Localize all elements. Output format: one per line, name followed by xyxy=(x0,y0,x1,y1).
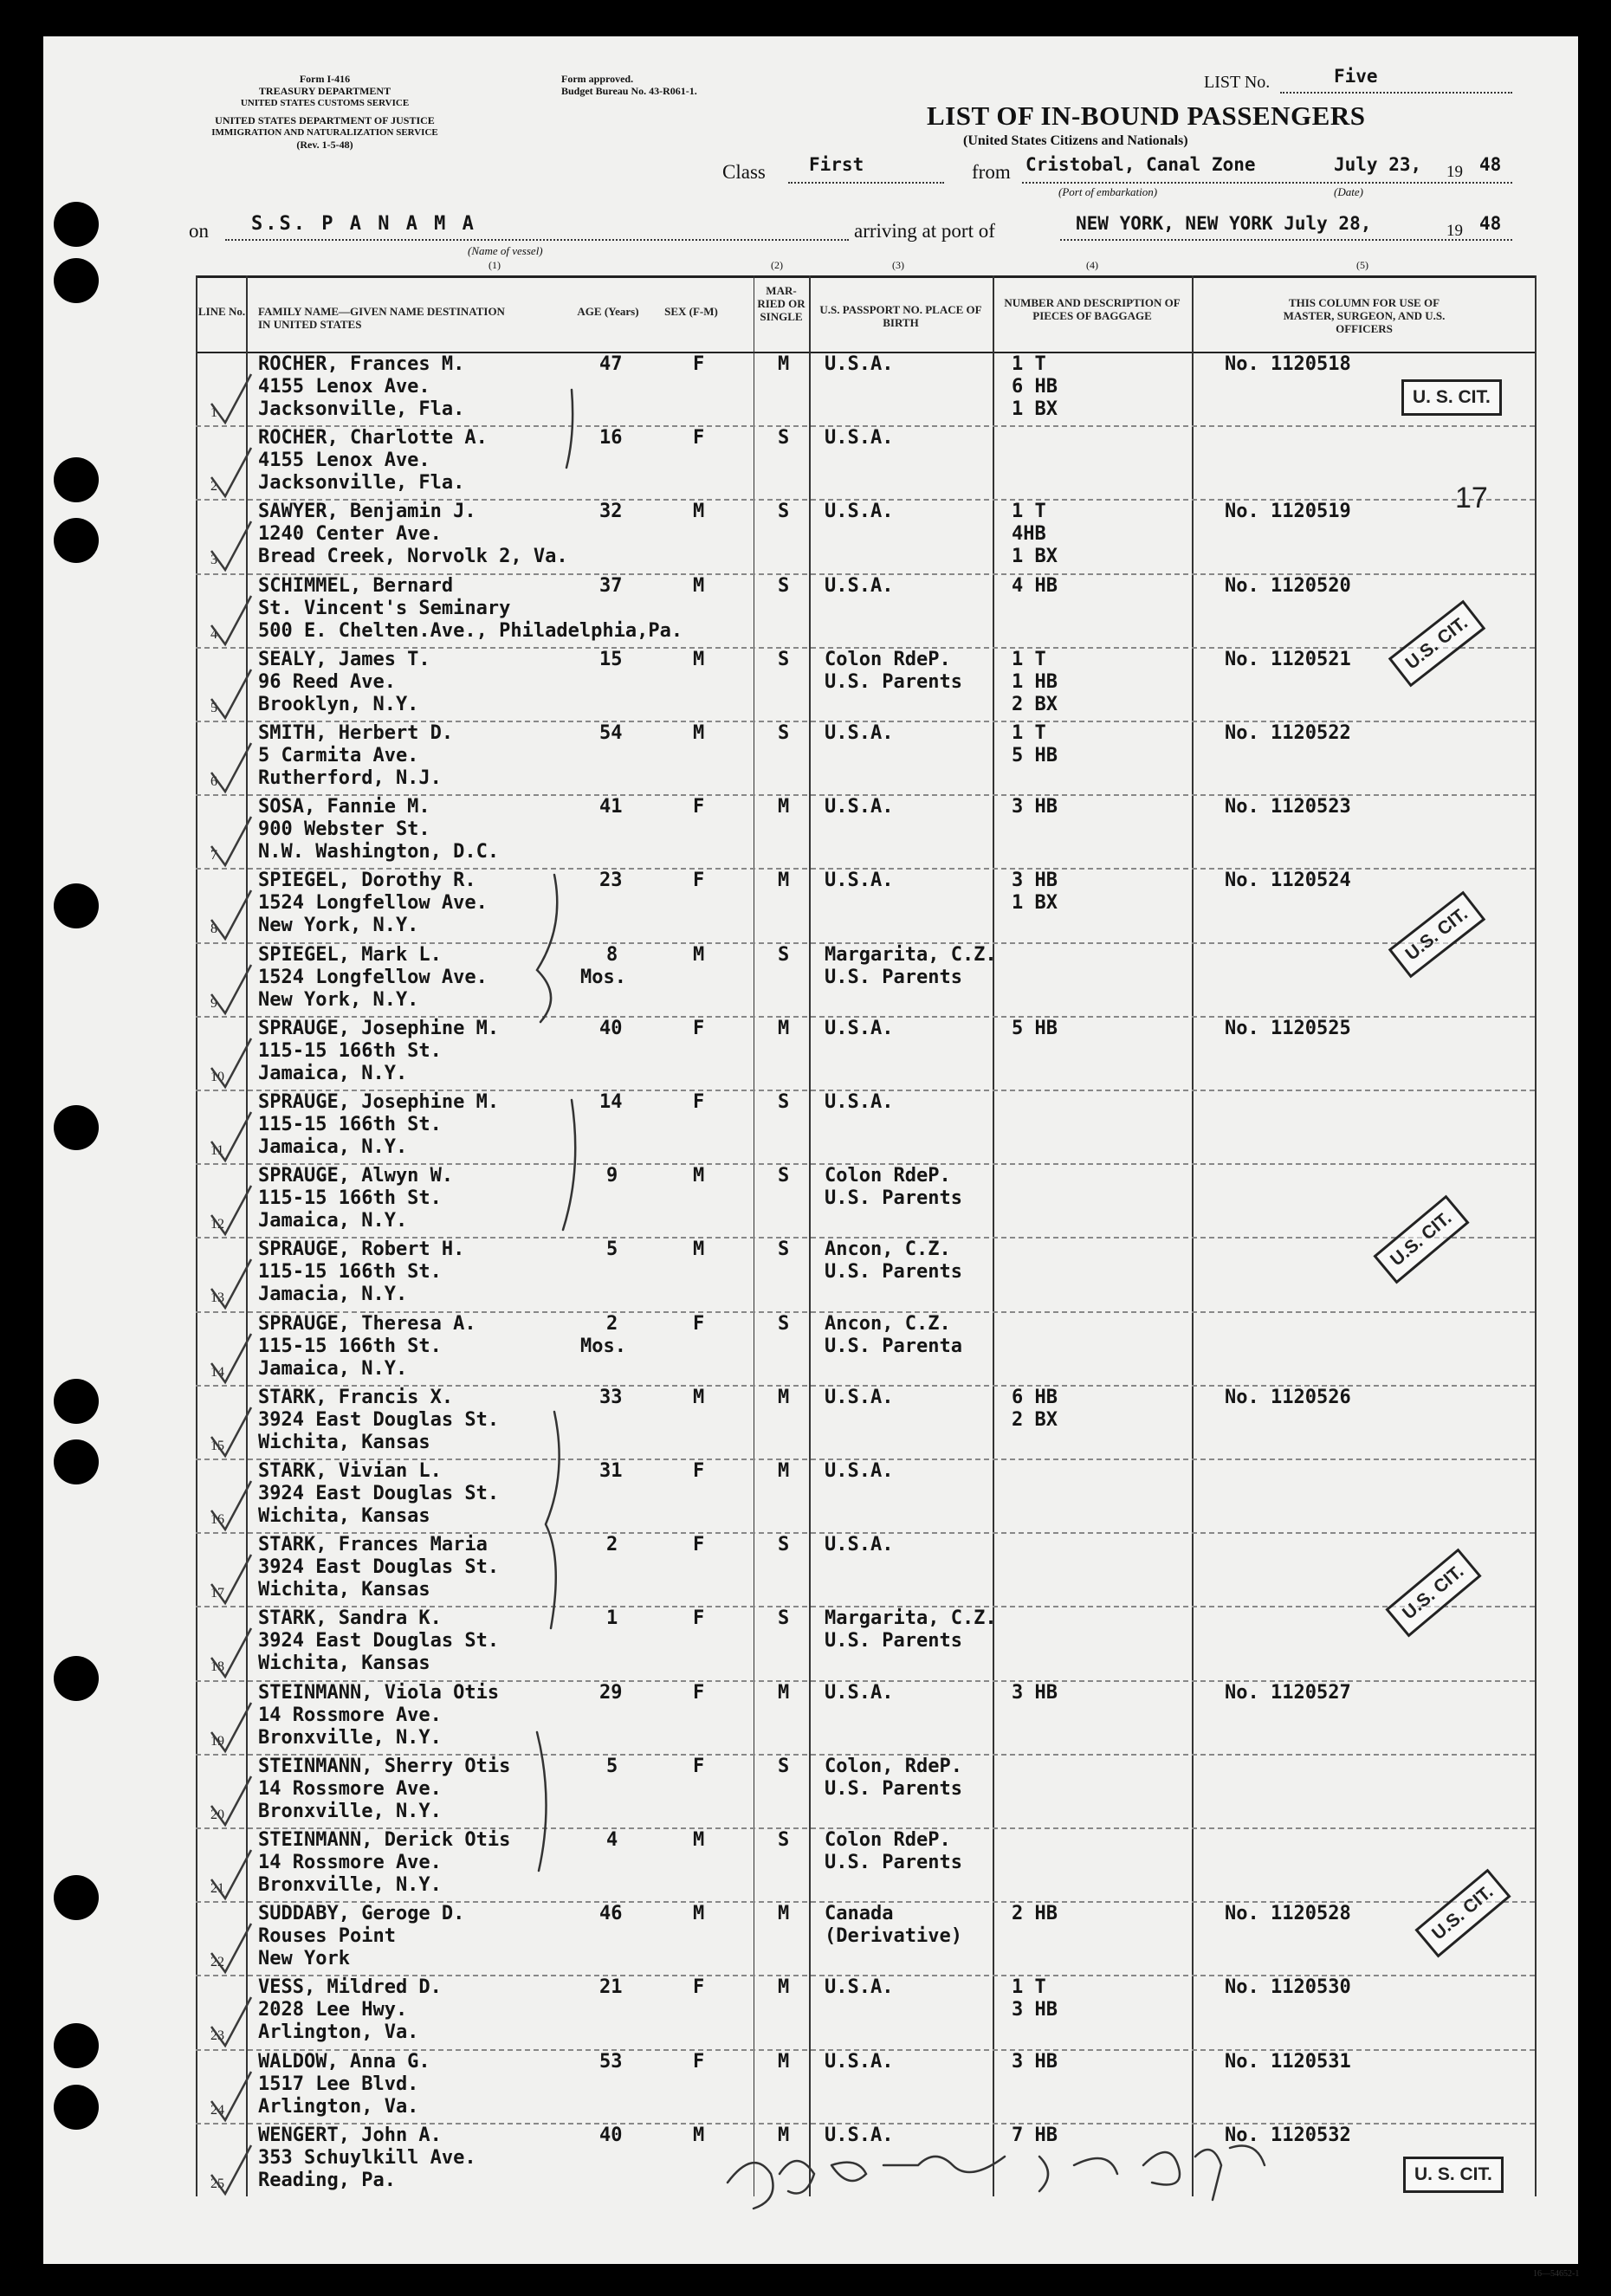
age-value: 1 xyxy=(606,1607,618,1630)
sex-value: F xyxy=(693,1460,705,1482)
line-number: 13 xyxy=(210,1290,224,1306)
address-line-1: Rouses Point xyxy=(258,1925,396,1948)
marital-status: S xyxy=(778,574,790,597)
form-revision: (Rev. 1-5-48) xyxy=(296,139,353,151)
reference-number: No. 1120528 xyxy=(1225,1903,1351,1925)
address-line-1: 14 Rossmore Ave. xyxy=(258,1777,442,1800)
birthplace-note: U.S. Parents xyxy=(825,1261,962,1284)
marital-status: S xyxy=(778,1312,790,1335)
birthplace: U.S.A. xyxy=(825,1976,894,1999)
sex-value: M xyxy=(693,722,705,744)
arrival-year-prefix: 19 xyxy=(1446,222,1463,240)
line-number: 19 xyxy=(210,1733,224,1749)
passenger-name: STEINMANN, Derick Otis xyxy=(258,1829,511,1851)
age-value: 33 xyxy=(599,1386,623,1408)
address-line-2: Jacksonville, Fla. xyxy=(258,472,465,495)
address-line-1: 1524 Longfellow Ave. xyxy=(258,892,488,915)
sex-value: F xyxy=(693,353,705,375)
address-line-1: 14 Rossmore Ave. xyxy=(258,1704,442,1726)
column-header-married: MAR- RIED OR SINGLE xyxy=(757,284,806,323)
baggage-line-2: 6 HB xyxy=(1012,376,1058,398)
marital-status: S xyxy=(778,943,790,966)
sex-value: F xyxy=(693,427,705,449)
address-line-1: 115-15 166th St. xyxy=(258,1261,442,1284)
marital-status: M xyxy=(778,2050,790,2073)
address-line-1: 14 Rossmore Ave. xyxy=(258,1852,442,1873)
address-line-2: Bronxville, N.Y. xyxy=(258,1726,442,1749)
sex-value: M xyxy=(693,648,705,670)
address-line-1: 115-15 166th St. xyxy=(258,1039,442,1062)
address-line-1: 115-15 166th St. xyxy=(258,1335,442,1357)
passenger-name: SAWYER, Benjamin J. xyxy=(258,501,476,523)
baggage-line-3: 1 BX xyxy=(1012,398,1058,420)
us-cit-stamp: U. S. CIT. xyxy=(1403,2157,1504,2193)
age-value: 41 xyxy=(599,796,623,818)
address-line-1: 3924 East Douglas St. xyxy=(258,1483,500,1504)
address-line-1: 4155 Lenox Ave. xyxy=(258,376,430,398)
reference-number: No. 1120524 xyxy=(1225,870,1351,892)
baggage-line-2: 3 HB xyxy=(1012,1999,1058,2021)
passenger-name: SOSA, Fannie M. xyxy=(258,796,430,818)
birthplace: U.S.A. xyxy=(825,1681,894,1704)
marital-status: M xyxy=(778,1976,790,1999)
sex-value: M xyxy=(693,1903,705,1925)
line-number: 11 xyxy=(210,1143,224,1158)
address-line-1: 5 Carmita Ave. xyxy=(258,745,419,766)
age-value: 53 xyxy=(599,2050,623,2073)
line-number: 20 xyxy=(210,1807,224,1822)
sex-value: F xyxy=(693,2050,705,2073)
passenger-name: SUDDABY, Geroge D. xyxy=(258,1903,465,1925)
arrival-port-date: NEW YORK, NEW YORK July 28, xyxy=(1076,213,1372,234)
birthplace: U.S.A. xyxy=(825,353,894,375)
address-line-2: Bronxville, N.Y. xyxy=(258,1874,442,1896)
baggage-line-1: 1 T xyxy=(1012,648,1046,670)
address-line-1: 115-15 166th St. xyxy=(258,1187,442,1210)
birthplace: U.S.A. xyxy=(825,1534,894,1556)
age-value: 2 xyxy=(606,1534,618,1556)
line-number: 9 xyxy=(210,995,217,1011)
address-line-2: Brooklyn, N.Y. xyxy=(258,693,419,715)
age-value: 23 xyxy=(599,870,623,892)
form-approved: Form approved. xyxy=(561,73,634,85)
birthplace: U.S.A. xyxy=(825,2050,894,2073)
passenger-name: STARK, Sandra K. xyxy=(258,1607,442,1630)
column-header-name: FAMILY NAME—GIVEN NAME DESTINATION IN UNITED STATES xyxy=(258,305,505,331)
address-line-1: 115-15 166th St. xyxy=(258,1114,442,1135)
budget-bureau: Budget Bureau No. 43-R061-1. xyxy=(561,85,697,97)
address-line-2: Wichita, Kansas xyxy=(258,1505,430,1527)
address-line-2: Jacksonville, Fla. xyxy=(258,398,465,420)
year-prefix: 19 xyxy=(1446,163,1463,181)
marital-status: S xyxy=(778,1755,790,1777)
line-number: 22 xyxy=(210,1955,224,1970)
us-cit-stamp: U. S. CIT. xyxy=(1401,379,1502,416)
port-embarkation-caption: (Port of embarkation) xyxy=(1058,185,1158,198)
sex-value: M xyxy=(693,501,705,523)
line-number: 17 xyxy=(210,1586,224,1601)
marital-status: M xyxy=(778,796,790,818)
address-line-2: Arlington, Va. xyxy=(258,2021,419,2044)
column-header-age: AGE (Years) xyxy=(577,305,639,318)
birthplace: U.S.A. xyxy=(825,1017,894,1039)
line-number: 15 xyxy=(210,1438,224,1453)
address-line-2: 500 E. Chelten.Ave., Philadelphia,Pa. xyxy=(258,619,683,642)
margin-count: 17 xyxy=(1455,482,1488,514)
line-number: 18 xyxy=(210,1659,224,1675)
ins-service: IMMIGRATION AND NATURALIZATION SERVICE xyxy=(211,127,438,138)
reference-number: No. 1120520 xyxy=(1225,574,1351,597)
marital-status: S xyxy=(778,427,790,449)
line-number: 16 xyxy=(210,1512,224,1527)
address-line-2: Wichita, Kansas xyxy=(258,1579,430,1601)
address-line-1: 1240 Center Ave. xyxy=(258,523,442,546)
column-header-sex: SEX (F-M) xyxy=(664,305,718,318)
class-value: First xyxy=(809,154,864,175)
baggage-line-2: 1 HB xyxy=(1012,670,1058,693)
age-value: 8 xyxy=(606,943,618,966)
reference-number: No. 1120531 xyxy=(1225,2050,1351,2073)
address-line-2: Reading, Pa. xyxy=(258,2169,396,2191)
passenger-name: SMITH, Herbert D. xyxy=(258,722,454,744)
sex-value: F xyxy=(693,1681,705,1704)
marital-status: S xyxy=(778,1607,790,1630)
address-line-2: New York, N.Y. xyxy=(258,988,419,1011)
vessel-column-number: (1) xyxy=(488,259,501,271)
birthplace: U.S.A. xyxy=(825,870,894,892)
arrival-year-suffix: 48 xyxy=(1479,213,1502,234)
age-value: 47 xyxy=(599,353,623,375)
address-line-1: 2028 Lee Hwy. xyxy=(258,1999,408,2021)
embarkation-date: July 23, xyxy=(1334,154,1422,175)
us-cit-stamp: U.S. CIT. xyxy=(1373,1195,1469,1284)
treasury-dept: TREASURY DEPARTMENT xyxy=(258,85,391,97)
age-value: 14 xyxy=(599,1091,623,1113)
embarkation-port: Cristobal, Canal Zone xyxy=(1025,154,1256,175)
age-unit: Mos. xyxy=(580,1335,626,1357)
age-value: 5 xyxy=(606,1755,618,1777)
line-number: 4 xyxy=(210,626,217,642)
marital-status: M xyxy=(778,1386,790,1408)
sex-value: F xyxy=(693,1755,705,1777)
passenger-name: ROCHER, Charlotte A. xyxy=(258,427,488,449)
line-number: 5 xyxy=(210,700,217,715)
age-value: 32 xyxy=(599,501,623,523)
baggage-line-3: 1 BX xyxy=(1012,546,1058,568)
line-number: 21 xyxy=(210,1881,224,1896)
marital-status: S xyxy=(778,722,790,744)
birthplace: U.S.A. xyxy=(825,1386,894,1408)
arriving-label: arriving at port of xyxy=(854,220,995,242)
age-unit: Mos. xyxy=(580,966,626,988)
age-value: 15 xyxy=(599,648,623,670)
address-line-2: Jamaica, N.Y. xyxy=(258,1357,408,1380)
form-footer-code: 16—54652-1 xyxy=(1533,2269,1580,2279)
age-value: 9 xyxy=(606,1165,618,1187)
address-line-2: Bread Creek, Norvolk 2, Va. xyxy=(258,546,568,568)
baggage-line-1: 1 T xyxy=(1012,501,1046,523)
line-number: 14 xyxy=(210,1364,224,1380)
marital-status: S xyxy=(778,501,790,523)
address-line-1: 1524 Longfellow Ave. xyxy=(258,966,488,988)
address-line-2: Arlington, Va. xyxy=(258,2095,419,2118)
baggage-line-1: 3 HB xyxy=(1012,870,1058,892)
reference-number: No. 1120527 xyxy=(1225,1681,1351,1704)
sex-value: F xyxy=(693,1607,705,1630)
document-subtitle: (United States Citizens and Nationals) xyxy=(963,133,1188,148)
sex-value: F xyxy=(693,796,705,818)
address-line-2: Jamaica, N.Y. xyxy=(258,1210,408,1232)
date-caption: (Date) xyxy=(1334,185,1363,198)
address-line-1: 353 Schuylkill Ave. xyxy=(258,2146,476,2169)
line-number: 3 xyxy=(210,553,217,568)
birthplace: Colon RdeP. xyxy=(825,648,951,670)
birthplace: U.S.A. xyxy=(825,2124,894,2146)
marital-status: S xyxy=(778,1829,790,1851)
birthplace: Ancon, C.Z. xyxy=(825,1312,951,1335)
age-value: 4 xyxy=(606,1829,618,1851)
reference-number: No. 1120525 xyxy=(1225,1017,1351,1039)
sex-value: M xyxy=(693,1239,705,1261)
passenger-name: SPIEGEL, Mark L. xyxy=(258,943,442,966)
baggage-line-1: 6 HB xyxy=(1012,1386,1058,1408)
address-line-1: 900 Webster St. xyxy=(258,818,430,841)
passenger-name: SCHIMMEL, Bernard xyxy=(258,574,454,597)
line-number: 6 xyxy=(210,774,217,789)
line-number: 23 xyxy=(210,2028,224,2044)
marital-status: S xyxy=(778,1091,790,1113)
passenger-name: WALDOW, Anna G. xyxy=(258,2050,430,2073)
address-line-2: New York, N.Y. xyxy=(258,915,419,937)
address-line-2: Wichita, Kansas xyxy=(258,1652,430,1675)
birthplace: Colon, RdeP. xyxy=(825,1755,962,1777)
address-line-1: 3924 East Douglas St. xyxy=(258,1630,500,1652)
sex-value: M xyxy=(693,1829,705,1851)
baggage-line-2: 1 BX xyxy=(1012,892,1058,915)
sex-value: F xyxy=(693,1976,705,1999)
list-no-label: LIST No. xyxy=(1204,73,1271,92)
birthplace: U.S.A. xyxy=(825,574,894,597)
marital-status: M xyxy=(778,1460,790,1482)
column-header-baggage: NUMBER AND DESCRIPTION OF PIECES OF BAGGAGE xyxy=(1004,296,1181,322)
reference-number: No. 1120530 xyxy=(1225,1976,1351,1999)
passenger-name: SPRAUGE, Josephine M. xyxy=(258,1017,500,1039)
passenger-name: SPRAUGE, Josephine M. xyxy=(258,1091,500,1113)
birthplace: Colon RdeP. xyxy=(825,1165,951,1187)
age-value: 29 xyxy=(599,1681,623,1704)
sex-value: F xyxy=(693,870,705,892)
passenger-name: STARK, Frances Maria xyxy=(258,1534,488,1556)
birthplace: Colon RdeP. xyxy=(825,1829,951,1851)
marital-status: M xyxy=(778,1903,790,1925)
sex-value: F xyxy=(693,1312,705,1335)
birthplace: Margarita, C.Z. xyxy=(825,943,997,966)
birthplace: U.S.A. xyxy=(825,501,894,523)
passenger-name: VESS, Mildred D. xyxy=(258,1976,442,1999)
birthplace: Canada xyxy=(825,1903,894,1925)
line-number: 2 xyxy=(210,479,217,495)
baggage-line-1: 3 HB xyxy=(1012,1681,1058,1704)
us-cit-stamp: U.S. CIT. xyxy=(1388,891,1486,979)
sex-value: M xyxy=(693,574,705,597)
reference-number: No. 1120522 xyxy=(1225,722,1351,744)
passenger-name: SPRAUGE, Theresa A. xyxy=(258,1312,476,1335)
column-header-officers: THIS COLUMN FOR USE OF MASTER, SURGEON, AND U.S. OFFICERS xyxy=(1283,296,1446,335)
baggage-line-1: 3 HB xyxy=(1012,796,1058,818)
address-line-2: Jamaica, N.Y. xyxy=(258,1062,408,1084)
address-line-1: 4155 Lenox Ave. xyxy=(258,449,430,472)
age-value: 21 xyxy=(599,1976,623,1999)
age-value: 2 xyxy=(606,1312,618,1335)
address-line-1: St. Vincent's Seminary xyxy=(258,597,511,619)
column-header-line-no: LINE No. xyxy=(197,305,246,318)
address-line-1: 3924 East Douglas St. xyxy=(258,1556,500,1579)
marital-status: M xyxy=(778,1681,790,1704)
marital-status: S xyxy=(778,1239,790,1261)
birthplace: U.S.A. xyxy=(825,796,894,818)
form-number: Form I-416 xyxy=(299,73,351,85)
birthplace-note: (Derivative) xyxy=(825,1925,962,1948)
birthplace-note: U.S. Parents xyxy=(825,1187,962,1210)
age-value: 46 xyxy=(599,1903,623,1925)
married-col-number: (2) xyxy=(771,259,783,271)
birthplace: Ancon, C.Z. xyxy=(825,1239,951,1261)
birthplace-note: U.S. Parents xyxy=(825,1630,962,1652)
address-line-2: Bronxville, N.Y. xyxy=(258,1800,442,1822)
birthplace-note: U.S. Parents xyxy=(825,1852,962,1873)
sex-value: F xyxy=(693,1017,705,1039)
us-cit-stamp: U.S. CIT. xyxy=(1388,600,1486,688)
us-cit-stamp: U.S. CIT. xyxy=(1385,1549,1481,1638)
marital-status: M xyxy=(778,2124,790,2146)
sex-value: M xyxy=(693,2124,705,2146)
sex-value: F xyxy=(693,1534,705,1556)
reference-number: No. 1120526 xyxy=(1225,1386,1351,1408)
list-no-value: Five xyxy=(1334,66,1378,87)
address-line-2: N.W. Washington, D.C. xyxy=(258,841,500,863)
age-value: 40 xyxy=(599,1017,623,1039)
year-suffix: 48 xyxy=(1479,154,1502,175)
baggage-line-2: 4HB xyxy=(1012,523,1046,546)
age-value: 40 xyxy=(599,2124,623,2146)
column-header-passport: U.S. PASSPORT NO. PLACE OF BIRTH xyxy=(819,303,982,329)
line-number: 8 xyxy=(210,922,217,937)
marital-status: M xyxy=(778,870,790,892)
passenger-name: SEALY, James T. xyxy=(258,648,430,670)
sex-value: M xyxy=(693,1386,705,1408)
passenger-name: STARK, Francis X. xyxy=(258,1386,454,1408)
line-number: 7 xyxy=(210,848,217,863)
baggage-line-2: 2 BX xyxy=(1012,1408,1058,1431)
passport-col-number: (3) xyxy=(892,259,904,271)
passenger-name: SPIEGEL, Dorothy R. xyxy=(258,870,476,892)
marital-status: S xyxy=(778,1534,790,1556)
reference-number: No. 1120518 xyxy=(1225,353,1351,375)
birthplace-note: U.S. Parents xyxy=(825,670,962,693)
marital-status: S xyxy=(778,1165,790,1187)
on-label: on xyxy=(189,220,209,242)
officers-col-number: (5) xyxy=(1356,259,1368,271)
birthplace: U.S.A. xyxy=(825,1091,894,1113)
passenger-name: STEINMANN, Sherry Otis xyxy=(258,1755,511,1777)
reference-number: No. 1120519 xyxy=(1225,501,1351,523)
passenger-name: SPRAUGE, Robert H. xyxy=(258,1239,465,1261)
baggage-line-1: 1 T xyxy=(1012,1976,1046,1999)
sex-value: M xyxy=(693,1165,705,1187)
document-title: LIST OF IN-BOUND PASSENGERS xyxy=(927,100,1366,131)
customs-service: UNITED STATES CUSTOMS SERVICE xyxy=(240,98,410,108)
line-number: 24 xyxy=(210,2102,224,2118)
baggage-line-1: 3 HB xyxy=(1012,2050,1058,2073)
address-line-1: 3924 East Douglas St. xyxy=(258,1408,500,1431)
passenger-name: WENGERT, John A. xyxy=(258,2124,442,2146)
address-line-2: Wichita, Kansas xyxy=(258,1431,430,1453)
age-value: 37 xyxy=(599,574,623,597)
sex-value: F xyxy=(693,1091,705,1113)
line-number: 10 xyxy=(210,1069,224,1084)
baggage-line-1: 4 HB xyxy=(1012,574,1058,597)
address-line-1: 96 Reed Ave. xyxy=(258,670,396,693)
birthplace: Margarita, C.Z. xyxy=(825,1607,997,1630)
baggage-line-1: 2 HB xyxy=(1012,1903,1058,1925)
birthplace-note: U.S. Parents xyxy=(825,1777,962,1800)
baggage-line-1: 1 T xyxy=(1012,722,1046,744)
reference-number: No. 1120521 xyxy=(1225,648,1351,670)
passenger-name: STEINMANN, Viola Otis xyxy=(258,1681,500,1704)
birthplace: U.S.A. xyxy=(825,1460,894,1482)
marital-status: M xyxy=(778,1017,790,1039)
vessel-name: S.S. P A N A M A xyxy=(251,213,476,235)
address-line-2: Jamaica, N.Y. xyxy=(258,1136,408,1158)
baggage-line-1: 7 HB xyxy=(1012,2124,1058,2146)
reference-number: No. 1120532 xyxy=(1225,2124,1351,2146)
birthplace-note: U.S. Parents xyxy=(825,966,962,988)
age-value: 5 xyxy=(606,1239,618,1261)
marital-status: S xyxy=(778,648,790,670)
passenger-name: ROCHER, Frances M. xyxy=(258,353,465,375)
age-value: 16 xyxy=(599,427,623,449)
birthplace-note: U.S. Parenta xyxy=(825,1335,962,1357)
address-line-2: New York xyxy=(258,1948,350,1970)
sex-value: M xyxy=(693,943,705,966)
age-value: 31 xyxy=(599,1460,623,1482)
line-number: 12 xyxy=(210,1217,224,1232)
baggage-line-2: 5 HB xyxy=(1012,745,1058,766)
birthplace: U.S.A. xyxy=(825,427,894,449)
baggage-line-1: 1 T xyxy=(1012,353,1046,375)
line-number: 1 xyxy=(210,405,217,420)
baggage-line-3: 2 BX xyxy=(1012,693,1058,715)
us-cit-stamp: U.S. CIT. xyxy=(1414,1869,1511,1958)
baggage-line-1: 5 HB xyxy=(1012,1017,1058,1039)
passenger-name: STARK, Vivian L. xyxy=(258,1460,442,1482)
reference-number: No. 1120523 xyxy=(1225,796,1351,818)
address-line-2: Rutherford, N.J. xyxy=(258,767,442,789)
address-line-1: 1517 Lee Blvd. xyxy=(258,2073,419,2095)
age-value: 54 xyxy=(599,722,623,744)
passenger-name: SPRAUGE, Alwyn W. xyxy=(258,1165,454,1187)
line-number: 25 xyxy=(210,2176,224,2191)
marital-status: M xyxy=(778,353,790,375)
class-label: Class xyxy=(722,161,766,183)
from-label: from xyxy=(972,161,1011,183)
justice-dept: UNITED STATES DEPARTMENT OF JUSTICE xyxy=(215,114,435,126)
vessel-caption: (Name of vessel) xyxy=(468,244,543,257)
address-line-2: Jamacia, N.Y. xyxy=(258,1284,408,1306)
birthplace: U.S.A. xyxy=(825,722,894,744)
baggage-col-number: (4) xyxy=(1086,259,1098,271)
